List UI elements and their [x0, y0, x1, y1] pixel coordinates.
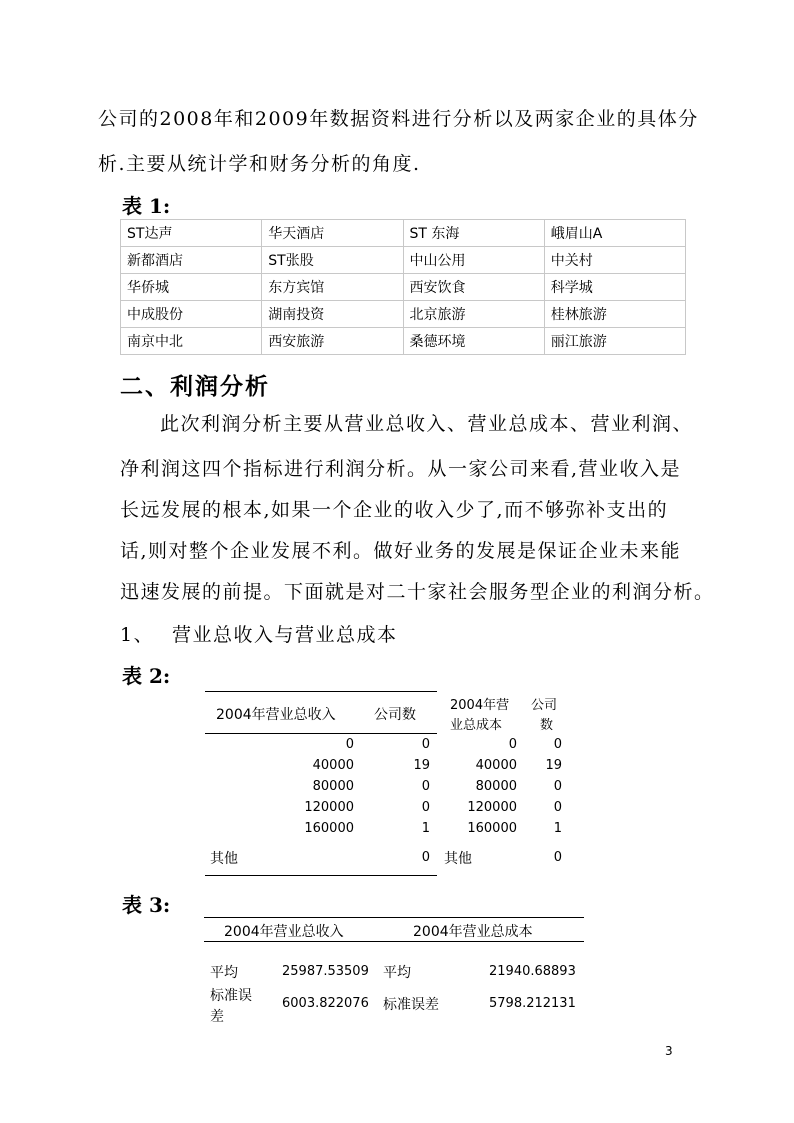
table3-top-rule — [204, 917, 584, 918]
table1-cell: 南京中北 — [121, 328, 262, 355]
table1-row — [121, 274, 686, 301]
table2-revenue-count: 0 — [421, 779, 430, 794]
table2-revenue-bin: 40000 — [312, 758, 354, 773]
table2-header-rule — [205, 733, 437, 734]
table2-revenue-count: 0 — [421, 800, 430, 815]
table2-bottom-rule — [205, 875, 437, 876]
table3-mean-label-right: 平均 — [383, 965, 411, 981]
table2-revenue-count: 19 — [413, 758, 430, 773]
table1-cell: 华侨城 — [121, 274, 262, 301]
table1-cell: 西安饮食 — [403, 274, 544, 301]
table2-header-count2-b: 数 — [540, 718, 554, 733]
table1-cell: 湖南投资 — [262, 301, 403, 328]
table2-header-count: 公司数 — [374, 707, 416, 723]
table2-revenue-count: 0 — [421, 737, 430, 752]
table3-se-label-left-a: 标准误 — [210, 988, 252, 1004]
table1-cell: 新都酒店 — [121, 247, 262, 274]
table1-cell: 中成股份 — [121, 301, 262, 328]
table1-cell: 丽江旅游 — [544, 328, 685, 355]
paragraph-line-5: 迅速发展的前提。下面就是对二十家社会服务型企业的利润分析。 — [120, 581, 715, 603]
table3-header-cost: 2004年营业总成本 — [413, 924, 533, 940]
table1-cell: ST张股 — [262, 247, 403, 274]
table2-other-right-label: 其他 — [444, 851, 472, 867]
table2-other-left-label: 其他 — [210, 851, 238, 867]
table2-cost-bin: 0 — [508, 737, 517, 752]
table2-other-left-value: 0 — [421, 850, 430, 865]
table3-mean-value-right: 21940.68893 — [489, 964, 576, 979]
table2-header-cost-b: 业总成本 — [450, 718, 503, 733]
table2-revenue-bin: 0 — [345, 737, 354, 752]
table1-cell: 中关村 — [544, 247, 685, 274]
table1-cell: ST达声 — [121, 220, 262, 247]
table1-row — [121, 247, 686, 274]
table1-cell: 华天酒店 — [262, 220, 403, 247]
intro-line-1: 公司的2008年和2009年数据资料进行分析以及两家企业的具体分 — [98, 108, 699, 130]
table2-revenue-bin: 160000 — [304, 821, 354, 836]
paragraph-line-3: 长远发展的根本,如果一个企业的收入少了,而不够弥补支出的 — [120, 499, 669, 521]
section-heading: 二、利润分析 — [120, 373, 270, 400]
table1-cell: 东方宾馆 — [262, 274, 403, 301]
table3-se-label-left-b: 差 — [210, 1009, 224, 1025]
subsection-number: 1、 — [120, 624, 155, 646]
table1-row — [121, 328, 686, 355]
table3-header-rule — [204, 941, 584, 942]
table2-revenue-count: 1 — [421, 821, 430, 836]
table1-cell: ST 东海 — [403, 220, 544, 247]
paragraph-line-4: 话,则对整个企业发展不利。做好业务的发展是保证企业未来能 — [120, 540, 682, 562]
table3-se-value-right: 5798.212131 — [489, 996, 576, 1011]
table1-row — [121, 220, 686, 247]
table2-cost-count: 0 — [553, 800, 562, 815]
table3-mean-label-left: 平均 — [210, 965, 238, 981]
table1-cell: 桂林旅游 — [544, 301, 685, 328]
paragraph-line-2: 净利润这四个指标进行利润分析。从一家公司来看,营业收入是 — [120, 458, 682, 480]
table1-row — [121, 301, 686, 328]
table2-header-revenue: 2004年营业总收入 — [216, 707, 336, 723]
table2-cost-bin: 80000 — [475, 779, 517, 794]
table3-label: 表 3: — [122, 893, 171, 917]
table2-label: 表 2: — [122, 664, 171, 688]
subsection-title: 营业总收入与营业总成本 — [172, 624, 398, 646]
table1-cell: 桑德环境 — [403, 328, 544, 355]
table3-mean-value-left: 25987.53509 — [282, 964, 369, 979]
paragraph-line-1: 此次利润分析主要从营业总收入、营业总成本、营业利润、 — [160, 413, 694, 435]
table2-other-right-value: 0 — [553, 850, 562, 865]
table1-cell: 中山公用 — [403, 247, 544, 274]
table1-cell: 西安旅游 — [262, 328, 403, 355]
table2-revenue-bin: 120000 — [304, 800, 354, 815]
table3-se-label-right: 标准误差 — [383, 997, 439, 1013]
intro-line-2: 析.主要从统计学和财务分析的角度. — [98, 153, 421, 175]
table2-cost-count: 0 — [553, 779, 562, 794]
table2-header-cost-a: 2004年营 — [450, 698, 510, 713]
table1-cell: 峨眉山A — [544, 220, 685, 247]
table1-cell: 科学城 — [544, 274, 685, 301]
table1-cell: 北京旅游 — [403, 301, 544, 328]
page-number: 3 — [665, 1044, 673, 1058]
table2-cost-bin: 40000 — [475, 758, 517, 773]
table3-se-value-left: 6003.822076 — [282, 996, 369, 1011]
table2-revenue-bin: 80000 — [312, 779, 354, 794]
table1 — [120, 219, 686, 355]
table2-header-count2-a: 公司 — [531, 698, 558, 713]
table3-header-revenue: 2004年营业总收入 — [224, 924, 344, 940]
table2-cost-count: 1 — [553, 821, 562, 836]
table2-cost-count: 19 — [545, 758, 562, 773]
table2-top-rule — [205, 691, 437, 692]
table1-label: 表 1: — [122, 194, 171, 218]
table2-cost-bin: 160000 — [467, 821, 517, 836]
table2-cost-bin: 120000 — [467, 800, 517, 815]
table2-cost-count: 0 — [553, 737, 562, 752]
